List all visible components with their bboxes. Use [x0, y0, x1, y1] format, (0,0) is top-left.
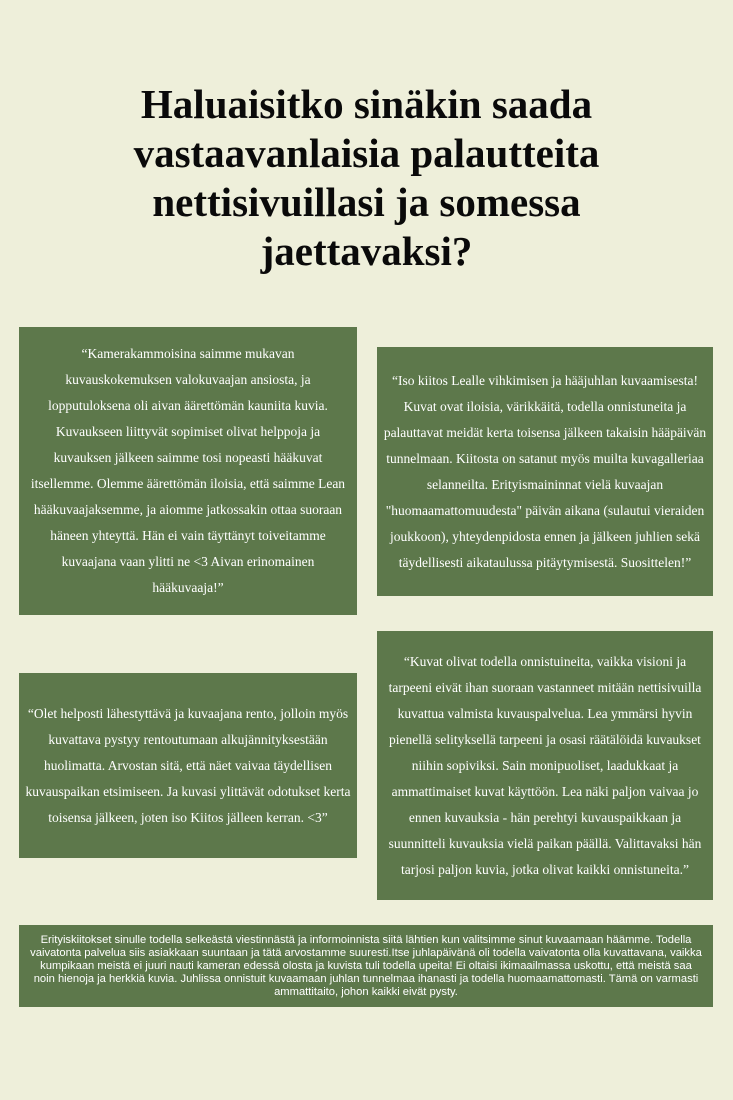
testimonial-text: Erityiskiitokset sinulle todella selkeästä viestinnästä ja informoinnista siitä lähtien kun valitsimme sinut kuvaamaan häämme. Todella vaivatonta palvelua siis asiakkaan suuntaan ja tätä arvostamme suuresti.Itse juhlapäivänä oli todella vaivatonta olla kuvattavana, vaikka kumpikaan meistä ei juuri nauti kameran edessä olosta ja kuvista tuli todella upeita! Ei oltaisi ikimaailmassa uskottu, että meistä saa noin hienoja ja herkkiä kuvia. Juhlissa onnistuit kuvaamaan juhlan tunnelmaa ihanasti ja todella huomaamattomasti. Tämä on varmasti ammattitaito, johon kaikki eivät pysty. [30, 933, 702, 998]
testimonial-card [377, 347, 713, 596]
testimonial-text: “Kamerakammoisina saimme mukavan kuvauskokemuksen valokuvaajan ansiosta, ja lopputuloksena oli aivan äärettömän kauniita kuvia. Kuvaukseen liittyvät sopimiset olivat helppoja ja kuvauksen jälkeen saimme tosi nopeasti hääkuvat itsellemme. Olemme äärettömän iloisia, että saimme Lean hääkuvaajaksemme, ja aiomme jatkossakin ottaa suoraan häneen yhteyttä. Hän ei vain täyttänyt toiveitamme kuvaajana vaan ylitti ne <3 Aivan erinomainen hääkuvaaja!” [30, 346, 346, 595]
testimonial-text: “Iso kiitos Lealle vihkimisen ja hääjuhlan kuvaamisesta! Kuvat ovat iloisia, värikkäitä, todella onnistuneita ja palauttavat meidät kerta toisensa jälkeen takaisin hääpäivän tunnelmaan. Kiitosta on satanut myös muilta kuvagalleriaa selanneilta. Erityismaininnat vielä kuvaajan "huomaamattomuudesta" päivän aikana (sulautui vieraiden joukkoon), yhteydenpidosta ennen ja jälkeen juhlien sekä täydellisesti aikataulussa pitäytymisestä. Suosittelen!” [383, 372, 707, 570]
testimonial-text: “Olet helposti lähestyttävä ja kuvaajana rento, jolloin myös kuvattava pystyy rentoutumaan alkujännityksestään huolimatta. Arvostan sitä, että näet vaivaa täydellisen kuvauspaikan etsimiseen. Ja kuvasi ylittävät odotukset kerta toisensa jälkeen, joten iso Kiitos jälleen kerran. <3” [25, 705, 351, 825]
testimonial-card [19, 327, 357, 615]
testimonial-card [19, 673, 357, 858]
page-title: Haluaisitko sinäkin saada vastaavanlaisia palautteita nettisivuillasi ja somessa jaettavaksi? [133, 81, 600, 274]
testimonial-card-wide [19, 925, 713, 1007]
testimonial-text: “Kuvat olivat todella onnistuineita, vaikka visioni ja tarpeeni eivät ihan suoraan vastanneet mitään nettisivuilla kuvattua valmista kuvauspalvelua. Lea ymmärsi hyvin pienellä selityksellä tarpeeni ja osasi räätälöidä kuvaukset niihin sopiviksi. Sain monipuoliset, laadukkaat ja ammattimaiset kuvat käyttöön. Lea näki paljon vaivaa jo ennen kuvauksia - hän perehtyi kuvauspaikkaan ja suunnitteli kuvauksia vielä paikan päällä. Valittavaksi hän tarjosi paljon kuvia, jotka olivat kaikki onnistuneita.” [388, 653, 702, 877]
testimonial-card [377, 631, 713, 900]
